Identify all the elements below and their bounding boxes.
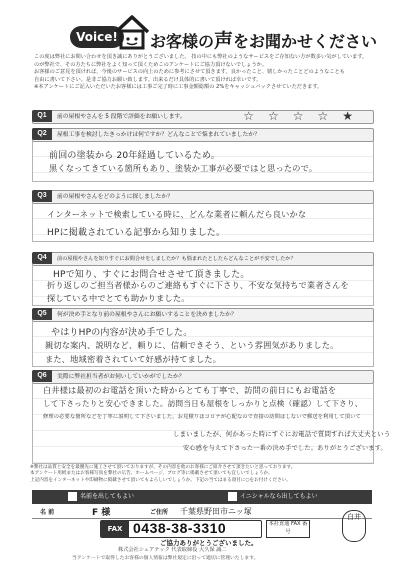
customer-address: 千葉県野田市ニッ塚 bbox=[180, 507, 252, 516]
name-option-checkbox[interactable] bbox=[68, 492, 77, 501]
fax-bureau-label: 本社直通 FAX 番号 bbox=[266, 520, 310, 538]
answer-3: インターネットで検索している時に、どんな業者に頼んだら良いかな HPに掲載されている記事から知りました。 bbox=[32, 203, 374, 242]
question-4: Q4 前の屋根やさんを知りすぐにお問合せをしましたか？も悩まれたとしたらどんなことが不安でしたか？ bbox=[32, 252, 374, 266]
initial-option-checkbox[interactable] bbox=[228, 492, 237, 501]
answer-4: HPで知り、すぐにお問合せさせて頂きました。 折り返しのご担当者様からのご連絡もすぐに下さり、不安な気持ちで業者さんを 探している中でとても助かりました。 bbox=[32, 265, 374, 306]
customer-name: F 様 bbox=[92, 508, 111, 518]
fax-number: 0438-38-3310 bbox=[133, 520, 227, 536]
answer-5: やはりHPの内容が決め手でした。 親切な案内、説明など、頼りに、信頼できそう、という雰囲気がありました。 また、地域密着されていて好感が持てました。 bbox=[32, 321, 374, 367]
answer-2: 前回の塗装から 20年経過しているため。 黒くなってきている箇所もあり、塗装か工事が必要ではと思ったので。 bbox=[32, 141, 374, 182]
voice-badge: Voice! bbox=[70, 26, 124, 48]
staff-seal: 白井 bbox=[342, 510, 366, 542]
privacy-text: 当アンケートで取得したお客様の個人情報は弊社規定に沿って適切に管理いたします。 bbox=[72, 556, 259, 561]
company-text: 株式会社シェアテック 代表取締役 大久保 誠二 bbox=[118, 547, 227, 553]
publication-note: ※弊社は品質と安全を最優先に施工させて頂いておりますが、その内容を他のお客様にご紹介させて頂きたいと思っております。 本アンケート用紙またはお客様写真を弊社の広告、ホームページ、ブログ等に掲載させて頂いても宜しいでしょうか。 上記内容をインターネットや印刷物に掲載させて頂いてもよろしいでしょうか。下記の当てはまる項目に○をお付けください。 bbox=[30, 465, 296, 483]
question-1: Q1 前の屋根やさんを 5 段階で評価をお願いします。 ☆☆☆☆★ bbox=[32, 110, 374, 124]
customer-row: 名 前 F 様 ご住所 千葉県野田市ニッ塚 bbox=[32, 505, 372, 519]
option-initial[interactable]: イニシャルなら出してもよい bbox=[228, 490, 318, 504]
thanks-text: ご協力ありがとうございました。 bbox=[160, 539, 258, 547]
option-name[interactable]: 名前を出してもよい bbox=[68, 490, 134, 504]
fax-box bbox=[100, 520, 262, 538]
house-icon bbox=[112, 12, 152, 52]
question-6: Q6 実際に弊社担当者がお伺いしていかがでしたか？ bbox=[32, 370, 374, 384]
intro-text: この度は弊社にお問い合わせを頂き誠にありがとうございました。 技の中にも弊社のようなサービスをご存知ない方が数多い気がしています。 のが弊社で、その方たちに弊社をよく知って頂くためこのアンケートにご協力頂けないでしょうか。 お客様のご意見を頂ければ、今後のサービスの向上のために参考にさせて頂きます。良かったこと、嬉しかったことどのようなことも 自由に書いて下さい。是非ご協力お願い致します。出来るだけ具体的に書いて頂ければ幸いです。 ※本アンケートにご記入いただいたお客様には工事ご完了時に工事金額総額の 2%をキャッシュバックさせていただきます。 bbox=[34, 54, 368, 91]
question-5: Q5 何が決め手となり前の屋根やさんにお願いすることを決めましたか？ bbox=[32, 308, 374, 322]
question-2: Q2 屋根工事を検討したきっかけは何ですか？どんなことで悩まれていましたか？ bbox=[32, 128, 374, 142]
fax-label: FAX bbox=[101, 521, 129, 537]
page-title: お客様の声をお聞かせください bbox=[150, 30, 378, 52]
question-3: Q3 前の屋根やさんをどのように探しましたか？ bbox=[32, 190, 374, 204]
publication-options bbox=[32, 490, 372, 504]
answer-6: 白井様は最初のお電話を頂いた時からとても丁寧で、訪問の前日にもお電話を して下さったりと安心できました。訪問当日も屋根をしっかりと点検（確認）して下さり、 修理の必要な箇所などを丁寧に説明して下さいました。お見積りはコロナが心配なので直接の訪問はしないで郵送を利用して頂いて しまいましたが、何かあった時にすぐにお電話で質問すれば大丈夫という 安心感を与えて下さった一番の決め手でした。ありがとうございます。 bbox=[32, 383, 374, 464]
star-rating: ☆☆☆☆★ bbox=[243, 109, 367, 123]
